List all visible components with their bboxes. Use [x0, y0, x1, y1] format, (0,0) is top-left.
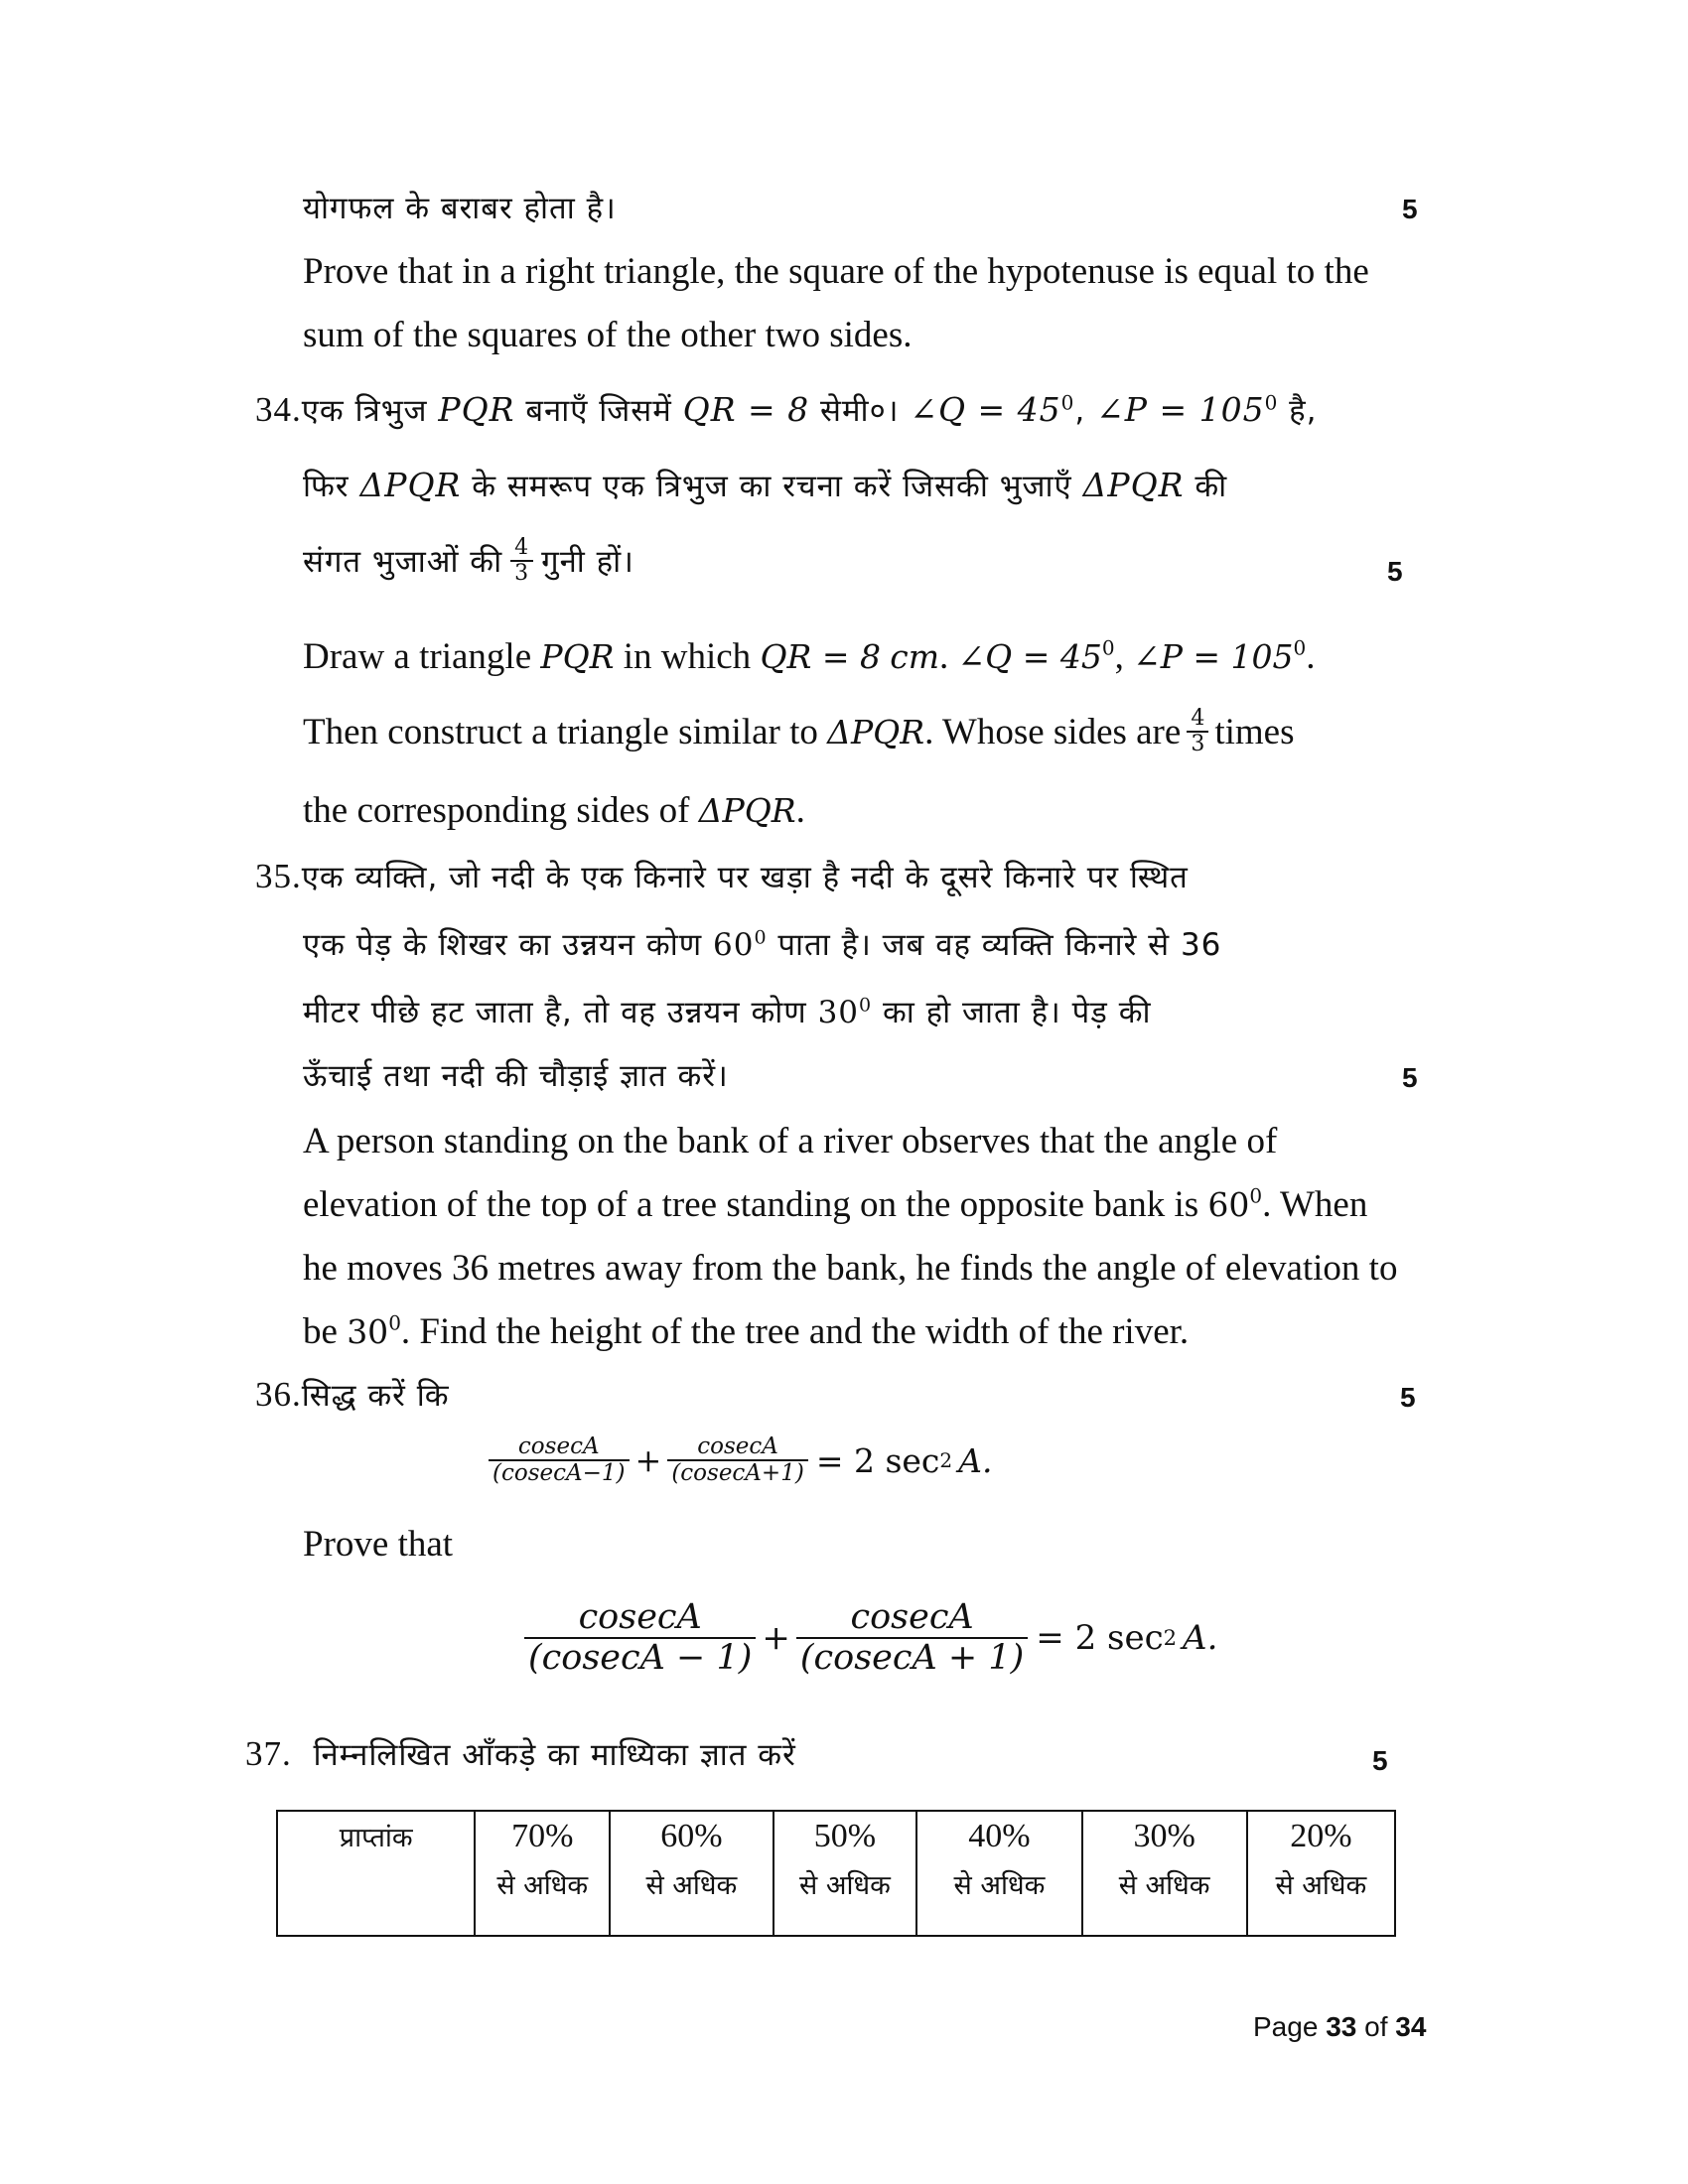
q35-en-deg-60: 0: [1249, 1183, 1263, 1208]
table-header-cell: [277, 1811, 475, 1936]
eq1-frac-1: [489, 1434, 630, 1487]
q35-english-line1: A person standing on the bank of a river observes that the angle of: [303, 1121, 1278, 1161]
q34-h1a: एक त्रिभुज: [301, 393, 428, 429]
q36-english: Prove that: [303, 1524, 454, 1565]
q35-h-60: 60: [713, 927, 755, 963]
page-prefix: Page: [1253, 2011, 1319, 2042]
page-number: [1253, 2011, 1426, 2043]
marks-table: [276, 1810, 1396, 1937]
q35-h-30: 30: [817, 995, 860, 1030]
eq1-frac-2: [667, 1434, 808, 1487]
q34-en2c: times: [1214, 711, 1295, 752]
q34-h2b: के समरूप एक त्रिभुज का रचना करें जिसकी भुजाएँ: [472, 469, 1072, 504]
q34-h2a: फिर: [303, 469, 350, 504]
cell-label: से अधिक: [1118, 1870, 1210, 1901]
eq2-sq: 2: [1163, 1625, 1178, 1650]
q37-h: निम्नलिखित आँकड़े का माध्यिका ज्ञात करें: [313, 1737, 796, 1773]
table-row: [277, 1811, 1395, 1936]
eq1-num-1: cosecA: [489, 1434, 630, 1461]
q34-en2b: . Whose sides are: [924, 711, 1182, 752]
q34-qr: QR = 8: [682, 390, 810, 429]
q37-hindi: [245, 1733, 796, 1775]
page-total: 34: [1395, 2011, 1427, 2042]
q34-hindi-line2: [303, 465, 1227, 506]
q34-en-angle-p: ∠P = 105: [1133, 637, 1294, 676]
q34-h3a: संगत भुजाओं की: [303, 544, 503, 581]
eq2-rhs: = 2 sec: [1036, 1617, 1164, 1658]
q34-en-cm: cm: [890, 637, 939, 676]
q35-number: 35.: [255, 857, 302, 895]
cell-label: से अधिक: [496, 1870, 589, 1901]
q36-equation-small: [489, 1434, 992, 1487]
q34-en2a: Then construct a triangle similar to: [303, 711, 818, 752]
cell-label: से अधिक: [1275, 1870, 1367, 1901]
cell-pct: 60%: [660, 1818, 723, 1854]
q35-h-deg-60: 0: [754, 926, 768, 949]
frac-den: 3: [1191, 732, 1205, 757]
q34-h1d: है,: [1289, 393, 1318, 429]
q34-en3a: the corresponding sides of: [303, 790, 690, 831]
q34-en-pqr: PQR: [540, 637, 615, 676]
q35-english-line4: [303, 1310, 1189, 1353]
table-header-label: प्राप्तांक: [339, 1823, 413, 1853]
q34-h2c: की: [1195, 469, 1228, 504]
q34-en-angle-q: ∠Q = 45: [957, 637, 1102, 676]
eq1-den-2: (cosecA+1): [671, 1460, 804, 1487]
q34-hindi-line3: [303, 536, 634, 586]
q35-en2b: . When: [1262, 1184, 1368, 1225]
q35-hindi-line3: [303, 991, 1152, 1032]
cell-label: से अधिक: [953, 1870, 1046, 1901]
eq1-den-1: (cosecA−1): [492, 1460, 626, 1487]
q35-h-deg-30: 0: [859, 994, 873, 1017]
q37-marks: 5: [1372, 1745, 1388, 1776]
eq1-rhs: = 2 sec: [815, 1440, 940, 1480]
eq2-den-1: (cosecA − 1): [528, 1637, 753, 1678]
q33-marks: 5: [1402, 194, 1418, 224]
cell-pct: 40%: [968, 1818, 1031, 1854]
eq2-num-1: cosecA: [524, 1598, 756, 1639]
table-cell: [475, 1811, 610, 1936]
q35-en-deg-30: 0: [388, 1310, 401, 1335]
page-current: 33: [1326, 2011, 1357, 2042]
eq2-frac-1: [524, 1598, 756, 1677]
q35-en4a: be: [303, 1311, 338, 1352]
cell-pct: 70%: [511, 1818, 574, 1854]
cell-pct: 20%: [1290, 1818, 1352, 1854]
q34-h1c: सेमी०।: [820, 393, 900, 429]
q34-angle-p: ∠P = 105: [1096, 390, 1265, 429]
q36-h: सिद्ध करें कि: [301, 1378, 450, 1414]
eq2-rhs-end: A.: [1183, 1617, 1218, 1658]
eq2-frac-2: [796, 1598, 1028, 1677]
table-cell: [1247, 1811, 1395, 1936]
q34-pqr: PQR: [438, 390, 515, 429]
q34-en-delta-2: ΔPQR: [698, 791, 796, 830]
q35-h1: एक व्यक्ति, जो नदी के एक किनारे पर खड़ा है नदी के दूसरे किनारे पर स्थित: [301, 860, 1189, 895]
eq1-num-2: cosecA: [667, 1434, 808, 1461]
frac-num: 4: [1187, 707, 1208, 733]
eq1-rhs-end: A.: [958, 1440, 993, 1480]
q34-en-deg-p: 0: [1293, 635, 1307, 660]
q35-h3b: का हो जाता है। पेड़ की: [882, 995, 1152, 1030]
q34-en-fraction: [1187, 707, 1208, 756]
q34-h3b: गुनी हों।: [541, 544, 634, 581]
q34-english-line2: [303, 707, 1294, 756]
frac-den: 3: [514, 561, 530, 587]
q34-english-line3: the corresponding sides of ΔPQR.: [303, 790, 805, 831]
q34-hindi-line1: 34.एक त्रिभुज PQR बनाएँ जिसमें QR = 8 सेमी०। ∠Q = $45^0$, ∠P = $105^0$ है,: [255, 390, 1318, 429]
eq1-plus: +: [634, 1441, 662, 1480]
q35-english-line2: [303, 1183, 1367, 1226]
q34-delta-pqr-1: ΔPQR: [359, 466, 462, 504]
q34-delta-pqr-2: ΔPQR: [1082, 466, 1185, 504]
table-cell: [1082, 1811, 1247, 1936]
frac-num: 4: [510, 536, 533, 562]
q34-angle-q: ∠Q = 45: [910, 390, 1061, 429]
q35-h2b: पाता है। जब वह व्यक्ति किनारे से 36: [777, 927, 1222, 963]
q34-marks: 5: [1387, 556, 1403, 587]
q37-number: 37.: [245, 1734, 292, 1773]
eq2-den-2: (cosecA + 1): [799, 1637, 1025, 1678]
q34-en-delta-1: ΔPQR: [827, 712, 925, 751]
q34-english-line1: Draw a triangle PQR in which QR = 8 cm. ∠Q = $45^0$, ∠P = $105^0$.: [303, 635, 1316, 677]
q34-number: 34.: [255, 390, 302, 429]
cell-label: से अधिक: [799, 1870, 891, 1901]
q35-en-60: 60: [1207, 1185, 1250, 1224]
q33-hindi-tail: योगफल के बराबर होता है।: [303, 191, 617, 226]
q35-en4b: . Find the height of the tree and the width of the river.: [400, 1311, 1190, 1352]
q36-marks: 5: [1400, 1382, 1416, 1413]
q35-marks: 5: [1402, 1062, 1418, 1093]
q34-deg-p: 0: [1264, 390, 1279, 415]
q35-hindi-line4: ऊँचाई तथा नदी की चौड़ाई ज्ञात करें।: [303, 1058, 729, 1094]
q34-en1a: Draw a triangle: [303, 636, 532, 677]
q34-deg-q: 0: [1060, 390, 1075, 415]
q34-fraction-4-3: [510, 536, 533, 586]
q36-number: 36.: [255, 1375, 302, 1414]
q34-h1b: बनाएँ जिसमें: [525, 393, 672, 429]
cell-pct: 30%: [1133, 1818, 1196, 1854]
table-cell: [916, 1811, 1081, 1936]
q35-en-30: 30: [347, 1312, 389, 1351]
cell-label: से अधिक: [645, 1870, 738, 1901]
eq2-plus: +: [762, 1617, 790, 1658]
q35-h3a: मीटर पीछे हट जाता है, तो वह उन्नयन कोण: [303, 995, 807, 1030]
q35-english-line3: he moves 36 metres away from the bank, he finds the angle of elevation to: [303, 1248, 1398, 1289]
eq1-sq: 2: [939, 1448, 953, 1473]
q35-en2a: elevation of the top of a tree standing on the opposite bank is: [303, 1184, 1199, 1225]
table-cell: [610, 1811, 773, 1936]
q33-english-line2: sum of the squares of the other two sides.: [303, 315, 913, 355]
eq2-num-2: cosecA: [796, 1598, 1028, 1639]
table-cell: [774, 1811, 917, 1936]
q35-h2a: एक पेड़ के शिखर का उन्नयन कोण: [303, 927, 703, 963]
cell-pct: 50%: [813, 1818, 877, 1854]
q35-hindi-line2: [303, 923, 1221, 965]
q35-hindi-line1: [255, 856, 1189, 897]
q34-en-deg-q: 0: [1101, 635, 1115, 660]
q33-english-line1: Prove that in a right triangle, the square of the hypotenuse is equal to the: [303, 251, 1369, 292]
q36-hindi: [255, 1374, 450, 1416]
q34-en-qr: QR = 8: [760, 637, 881, 676]
page-of: of: [1364, 2011, 1388, 2042]
q36-equation-large: [524, 1598, 1217, 1677]
q34-en1b: in which: [623, 636, 752, 677]
